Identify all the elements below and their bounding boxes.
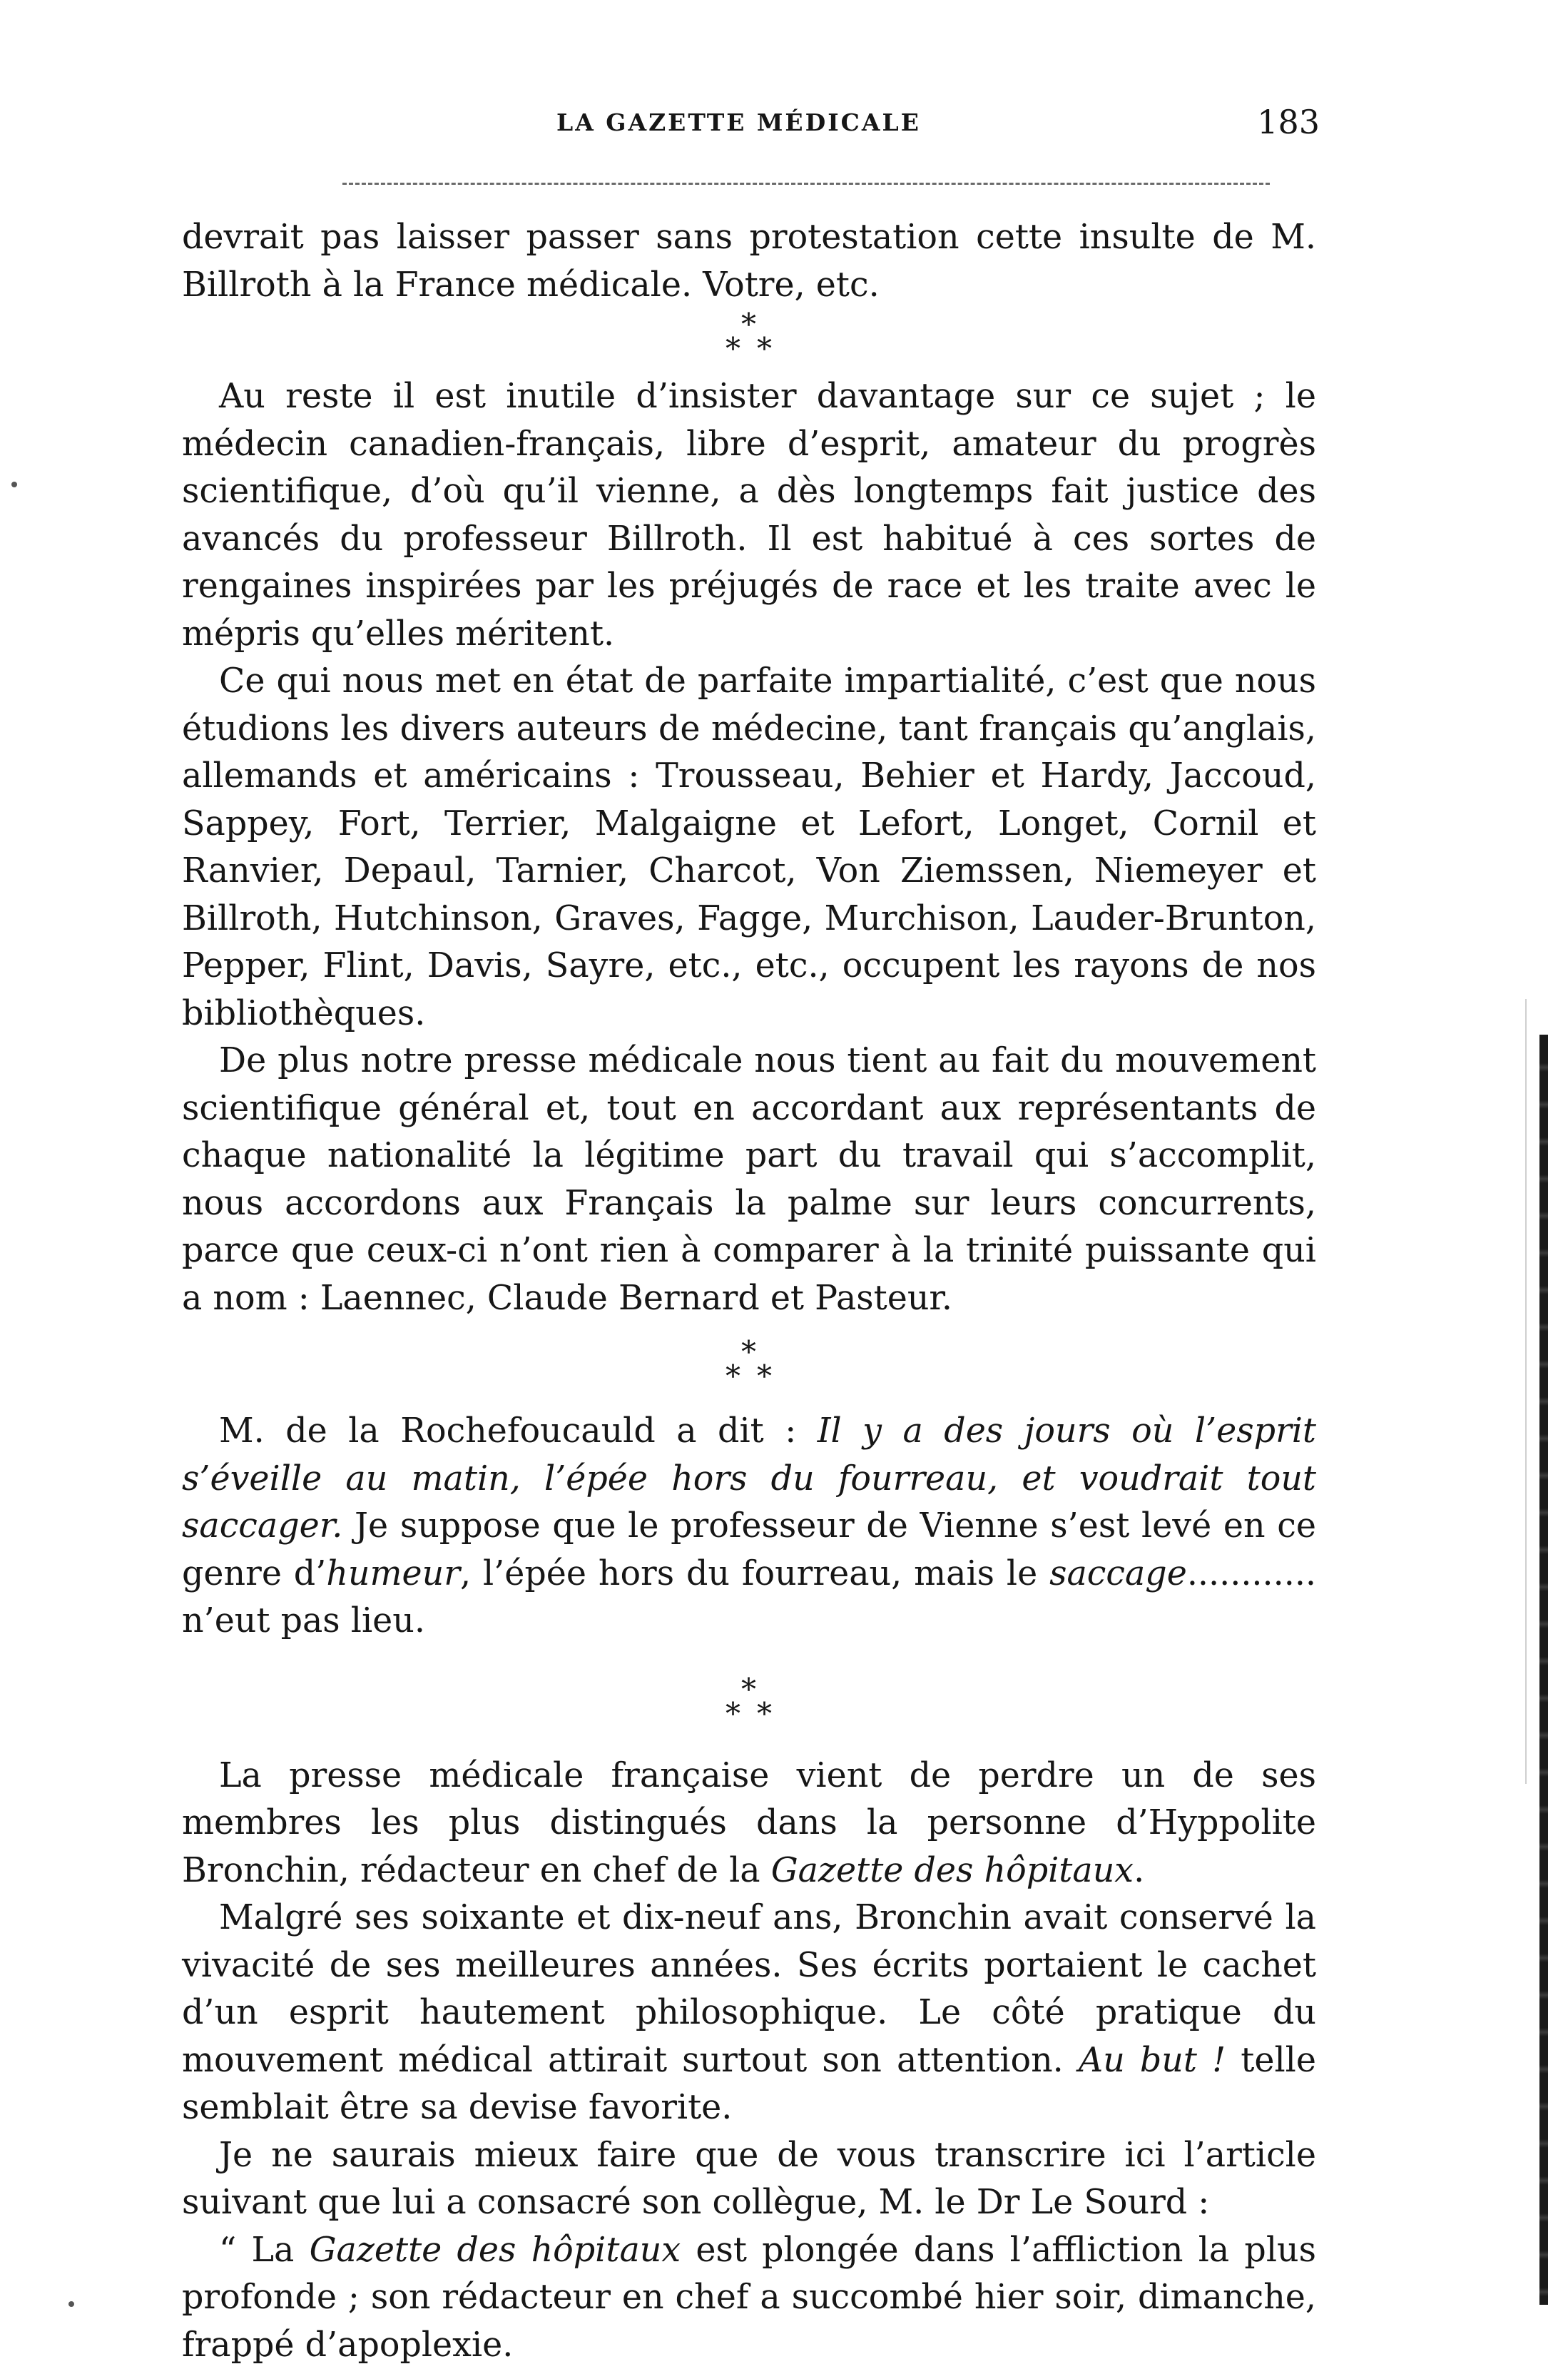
scan-speck (68, 2301, 74, 2307)
header-rule (342, 183, 1270, 185)
paragraph-continuation: devrait pas laisser passer sans protestation cette insulte de M. Billroth à la France médicale. Votre, etc. (182, 214, 1316, 309)
scan-binding-edge (1539, 1035, 1548, 2305)
page-body (182, 214, 1316, 2369)
page-number: 183 (1257, 103, 1320, 141)
paragraph-billroth: Au reste il est inutile d’insister davantage sur ce sujet ; le médecin canadien-français, libre d’esprit, amateur du progrès scientifique, d’où qu’il vienne, a dès longtemps fait justice des avancés du professeur Billroth. Il est habitué à ces sortes de rengaines inspirées par les préjugés de race et les traite avec le mépris qu’elles méritent. (182, 373, 1316, 658)
page-header (556, 108, 1320, 151)
asterism-icon: * * * (724, 309, 774, 366)
asterism-divider (182, 309, 1316, 373)
scan-speck (11, 482, 17, 487)
paragraph-citation: “ La Gazette des hôpitaux est plongée dans l’affliction la plus profonde ; son rédacteur en chef a succombé hier soir, dimanche, frappé d’apoplexie. (182, 2227, 1316, 2369)
paragraph-transcrire: Je ne saurais mieux faire que de vous transcrire ici l’article suivant que lui a consacré son collègue, M. le Dr Le Sourd : (182, 2132, 1316, 2227)
asterism-divider (182, 1645, 1316, 1752)
scan-edge-line (1525, 999, 1527, 1784)
paragraph-impartialite: Ce qui nous met en état de parfaite impartialité, c’est que nous étudions les divers auteurs de médecine, tant français qu’anglais, allemands et américains : Trousseau, Behier et Hardy, Jaccoud, Sappey, Fort, Terrier, Malgaigne et Lefort, Longet, Cornil et Ranvier, Depaul, Tarnier, Charcot, Von Ziemssen, Niemeyer et Billroth, Hutchinson, Graves, Fagge, Murchison, Lauder-Brunton, Pepper, Flint, Davis, Sayre, etc., etc., occupent les rayons de nos bibliothèques. (182, 658, 1316, 1038)
paragraph-presse: De plus notre presse médicale nous tient au fait du mouvement scientifique général et, tout en accordant aux représentants de chaque nationalité la légitime part du travail qui s’accomplit, nous accordons aux Français la palme sur leurs concurrents, parce que ceux-ci n’ont rien à comparer à la trinité puissante qui a nom : Laennec, Claude Bernard et Pasteur. (182, 1038, 1316, 1322)
asterism-icon: * * * (724, 1336, 774, 1394)
paragraph-rochefoucauld: M. de la Rochefoucauld a dit : Il y a des jours où l’esprit s’éveille au matin, l’épée hors du fourreau, et voudrait tout saccager. Je suppose que le professeur de Vienne s’est levé en ce genre d’humeur, l’épée hors du fourreau, mais le saccage............ n’eut pas lieu. (182, 1408, 1316, 1645)
paragraph-vivacite: Malgré ses soixante et dix-neuf ans, Bronchin avait conservé la vivacité de ses meilleures années. Ses écrits portaient le cachet d’un esprit hautement philosophique. Le côté pratique du mouvement médical attirait surtout son attention. Au but ! telle semblait être sa devise favorite. (182, 1894, 1316, 2132)
asterism-icon: * * * (724, 1674, 774, 1731)
asterism-divider (182, 1322, 1316, 1408)
paragraph-bronchin: La presse médicale française vient de perdre un de ses membres les plus distingués dans la personne d’Hyppolite Bronchin, rédacteur en chef de la Gazette des hôpitaux. (182, 1752, 1316, 1895)
running-title: LA GAZETTE MÉDICALE (556, 108, 921, 136)
